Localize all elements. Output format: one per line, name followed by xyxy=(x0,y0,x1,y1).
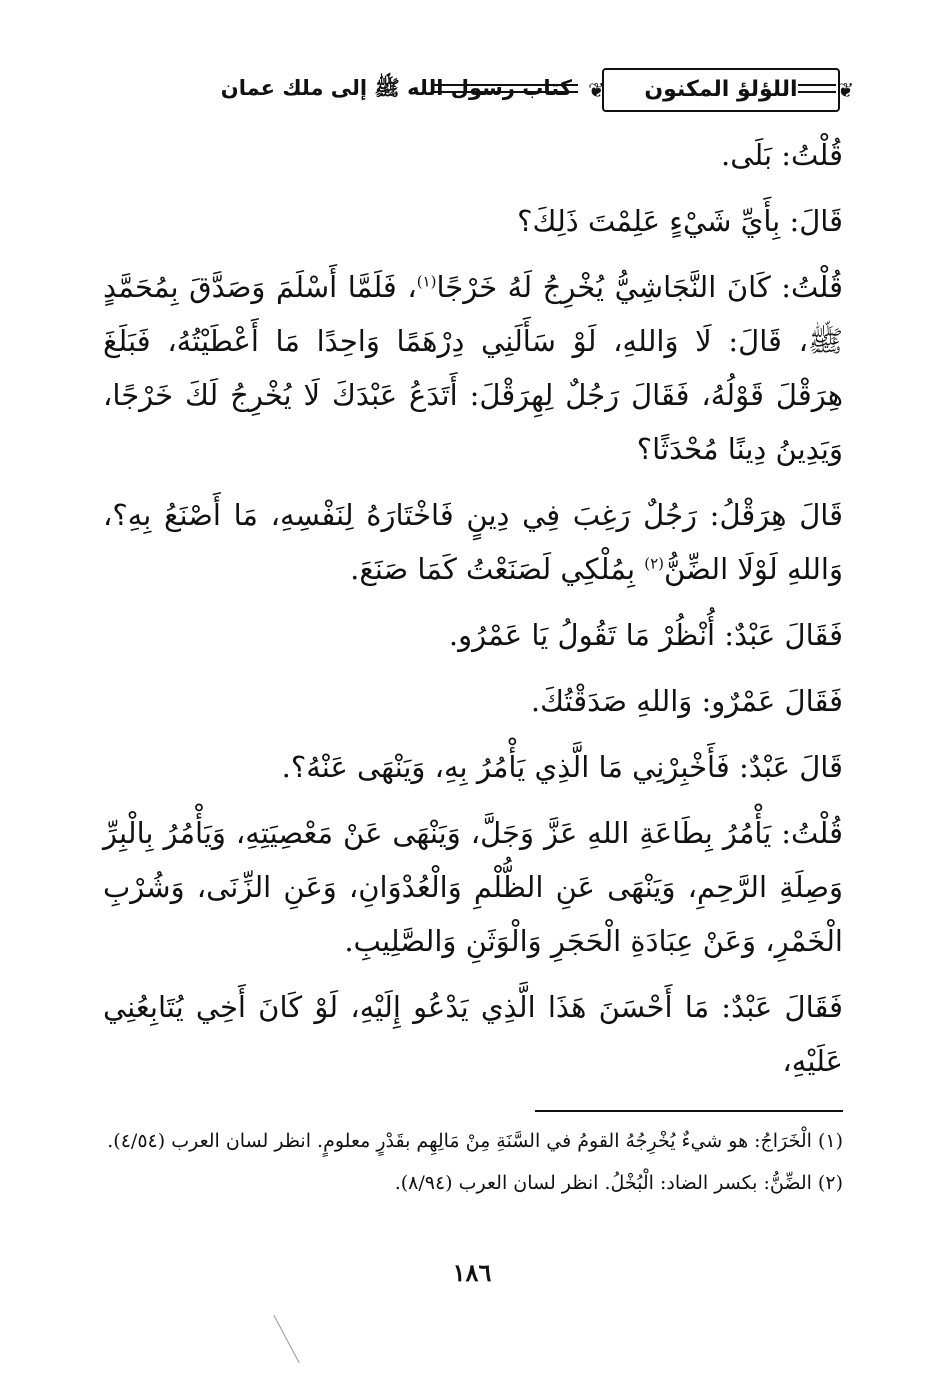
paragraph: فَقَالَ عَبْدٌ: مَا أَحْسَنَ هَذَا الَّذِي يَدْعُو إِلَيْهِ، لَوْ كَانَ أَخِي يُتَابِعُنِي عَلَيْهِ، xyxy=(103,990,843,1078)
footnote-ref[interactable]: (١) xyxy=(416,272,437,291)
paragraph: فَقَالَ عَبْدٌ: أُنْظُرْ مَا تَقُولُ يَا عَمْرُو. xyxy=(448,618,843,652)
ornament-icon: ❦ xyxy=(837,78,854,102)
paragraph: قَالَ: بِأَيِّ شَيْءٍ عَلِمْتَ ذَلِكَ؟ xyxy=(517,204,843,238)
paragraph-text: قَالَ هِرَقْلُ: رَجُلٌ رَغِبَ فِي دِينٍ فَاخْتَارَهُ لِنَفْسِهِ، مَا أَصْنَعُ بِهِ؟، وَاللهِ لَوْلَا الضِّنُّ xyxy=(103,498,843,586)
page-number: ١٨٦ xyxy=(452,1258,492,1287)
main-text xyxy=(103,128,843,1100)
paragraph: فَقَالَ عَمْرٌو: وَاللهِ صَدَقْتُكَ. xyxy=(530,684,843,718)
paragraph: قُلْتُ: يَأْمُرُ بِطَاعَةِ اللهِ عَزَّ وَجَلَّ، وَيَنْهَى عَنْ مَعْصِيَتِهِ، وَيَأْمُرُ بِالْبِرِّ وَصِلَةِ الرَّحِمِ، وَيَنْهَى عَنِ الظُّلْمِ وَالْعُدْوَانِ، وَعَنِ الزِّنَى، وَشُرْبِ الْخَمْرِ، وَعَنْ عِبَادَةِ الْحَجَرِ وَالْوَثَنِ وَالصَّلِيبِ. xyxy=(103,816,843,958)
footnote: (٢) الضِّنُّ: بكسر الضاد: الْبُخْلُ. انظر لسان العرب (٨/٩٤). xyxy=(394,1172,843,1194)
paragraph-text: ، فَلَمَّا أَسْلَمَ وَصَدَّقَ بِمُحَمَّدٍ ﷺ، قَالَ: لَا وَاللهِ، لَوْ سَأَلَنِي دِرْهَمًا وَاحِدًا مَا أَعْطَيْتُهُ، فَبَلَغَ هِرَقْلَ قَوْلُهُ، فَقَالَ رَجُلٌ لِهِرَقْلَ: أَتَدَعُ عَبْدَكَ لَا يُخْرِجُ لَكَ خَرْجًا، وَيَدِينُ دِينًا مُحْدَثًا؟ xyxy=(103,270,843,466)
paragraph-text: بِمُلْكِي لَصَنَعْتُ كَمَا صَنَعَ. xyxy=(350,552,645,586)
paragraph-text: قُلْتُ: كَانَ النَّجَاشِيُّ يُخْرِجُ لَهُ خَرْجًا xyxy=(436,270,844,304)
paragraph: قَالَ عَبْدٌ: فَأَخْبِرْنِي مَا الَّذِي يَأْمُرُ بِهِ، وَيَنْهَى عَنْهُ؟. xyxy=(281,750,843,784)
book-title: اللؤلؤ المكنون xyxy=(644,77,798,102)
header-rule-short xyxy=(798,84,836,93)
footnote: (١) الْخَرَاجُ: هو شيءٌ يُخْرِجُهُ القومُ في السَّنَةِ مِنْ مَالِهِم بقَدْرٍ معلومٍ. انظر لسان العرب (٤/٥٤). xyxy=(107,1130,843,1152)
footnotes xyxy=(103,1122,843,1206)
footnote-ref[interactable]: (٢) xyxy=(644,554,665,573)
paragraph xyxy=(103,260,843,476)
scan-mark xyxy=(273,1315,299,1363)
paragraph xyxy=(103,488,843,596)
footnote-separator xyxy=(535,1110,843,1112)
chapter-title: كتاب رسول الله ﷺ إلى ملك عمان xyxy=(220,76,572,100)
header-rule-long xyxy=(434,84,578,93)
paragraph: قُلْتُ: بَلَى. xyxy=(721,138,843,172)
ornament-icon: ❦ xyxy=(588,78,605,102)
